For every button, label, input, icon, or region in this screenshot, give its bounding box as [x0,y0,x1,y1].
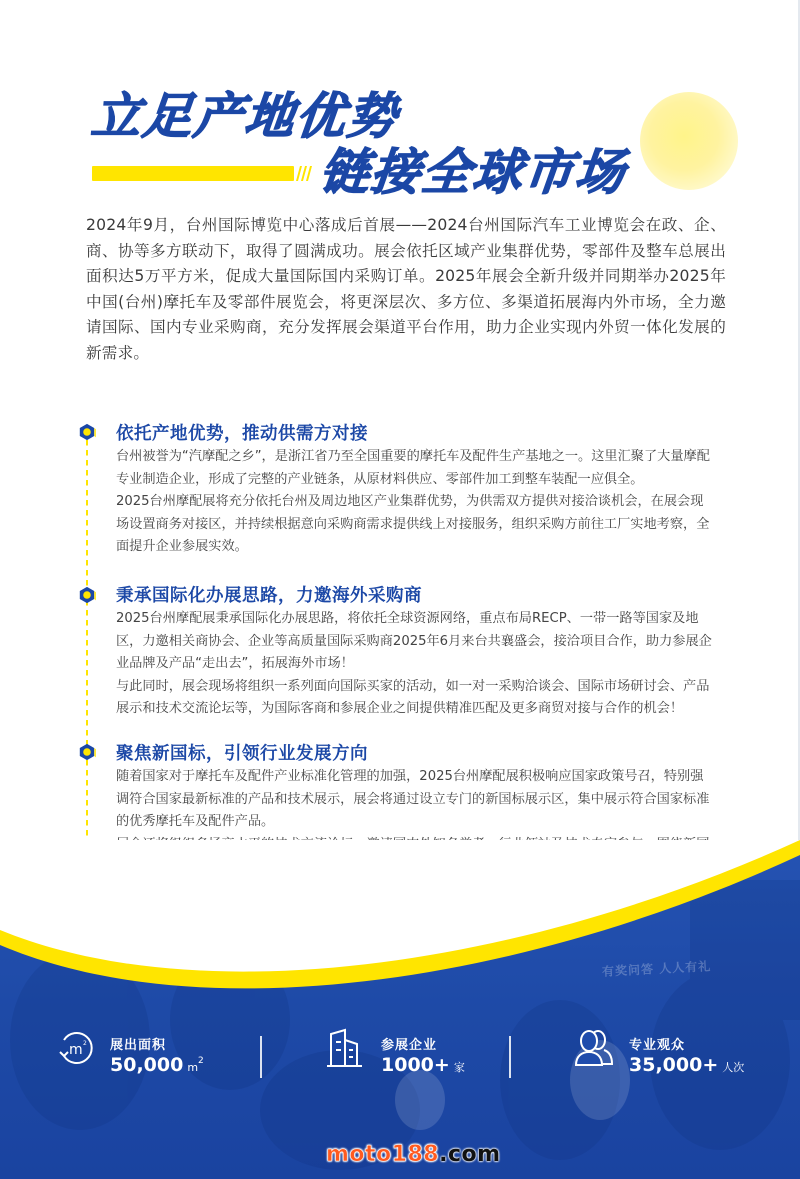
section-paragraph: 2025台州摩配展将充分依托台州及周边地区产业集群优势，为供需双方提供对接洽谈机会，在展会现场设置商务对接区，并持续根据意向采购商需求提供线上对接服务，组织采购方前往工厂实地考察，全面提升企业参展实效。 [116,494,710,554]
stat-unit: $m^2$ [187,1056,204,1074]
stat-value [110,1054,204,1076]
stat-number: 1000+ [381,1054,450,1076]
decorative-yellow-bar [92,166,294,181]
section-paragraph: 台州被誉为“汽摩配之乡”，是浙江省乃至全国重要的摩托车及配件生产基地之一。这里汇聚了大量摩配专业制造企业，形成了完整的产业链条，从原材料供应、零部件加工到整车装配一应俱全。 [116,449,710,487]
background-sign-text: 有奖问答 人人有礼 [601,959,712,979]
stat-divider [260,1036,262,1078]
decorative-yellow-ticks [298,166,310,181]
decorative-sun-circle [640,92,738,190]
section-paragraph: 2025台州摩配展秉承国际化办展思路，将依托全球资源网络，重点布局RECP、一带一路等国家及地区，力邀相关商协会、企业等高质量国际采购商2025年6月来台共襄盛会，接洽项目合作，助力参展企业品牌及产品“走出去”，拓展海外市场！ [116,611,712,671]
watermark-domain: .com [439,1142,501,1167]
svg-text:2: 2 [83,1040,87,1047]
svg-text:m: m [69,1042,83,1058]
headline-line-2: 链接全球市场 [317,144,630,201]
stat-label: 专业观众 [629,1038,686,1053]
stat-value [629,1054,744,1076]
hexagon-bullet-icon [78,423,96,441]
stat-label: 参展企业 [381,1038,438,1053]
stat-unit: 家 [453,1061,465,1074]
hexagon-bullet-icon [78,586,96,604]
stat-unit: 人次 [722,1061,745,1074]
building-icon [326,1028,364,1068]
stat-number: 35,000+ [629,1054,719,1076]
stat-label: 展出面积 [110,1038,167,1053]
people-icon [574,1028,614,1068]
section-body [116,446,716,559]
section-title: 依托产地优势，推动供需方对接 [116,424,368,444]
stats-bar [0,1020,800,1100]
hexagon-bullet-icon [78,743,96,761]
section-body [116,608,716,721]
bottom-blue-background [0,840,800,1179]
intro-paragraph: 2024年9月，台州国际博览中心落成后首展——2024台州国际汽车工业博览会在政、企、商、协等多方联动下，取得了圆满成功。展会依托区域产业集群优势，零部件及整车总展出面积达5万平方米，促成大量国际国内采购订单。2025年展会全新升级并同期举办2025年中国(台州)摩托车及零部件展览会，将更深层次、多方位、多渠道拓展海内外市场，全力邀请国际、国内专业采购商，充分发挥展会渠道平台作用，助力企业实现内外贸一体化发展的新需求。 [86,216,726,362]
section-paragraph: 与此同时，展会现场将组织一系列面向国际买家的活动，如一对一采购洽谈会、国际市场研讨会、产品展示和技术交流论坛等，为国际客商和参展企业之间提供精准匹配及更多商贸对接与合作的机会！ [116,678,710,716]
section-title: 聚焦新国标，引领行业发展方向 [116,744,368,764]
section-title: 秉承国际化办展思路，力邀海外采购商 [116,586,422,606]
watermark-brand: moto188 [326,1142,440,1167]
section-paragraph: 随着国家对于摩托车及配件产业标准化管理的加强，2025台州摩配展积极响应国家政策号召，特别强调符合国家最新标准的产品和技术展示，展会将通过设立专门的新国标展示区，集中展示符合国家标准的优秀摩托车及配件产品。 [116,769,710,829]
watermark-logo [326,1142,501,1167]
headline-line-1: 立足产地优势 [89,88,402,145]
area-m2-icon [56,1028,96,1068]
stat-value [381,1054,465,1076]
stat-number: 50,000 [110,1054,184,1076]
stat-divider [509,1036,511,1078]
headline [0,0,800,210]
